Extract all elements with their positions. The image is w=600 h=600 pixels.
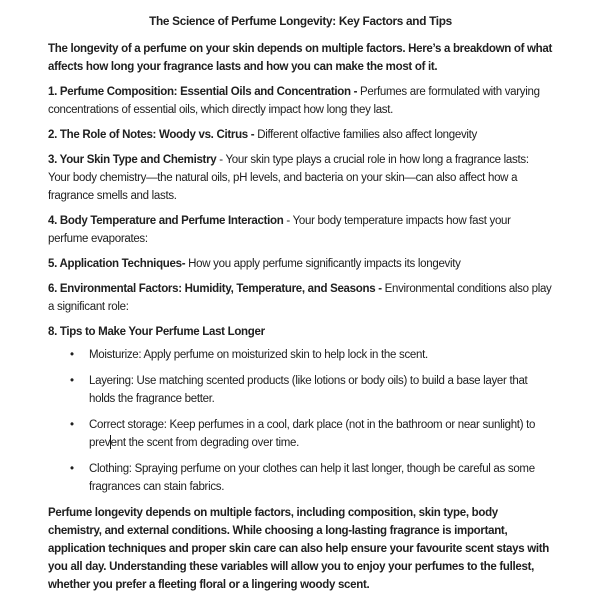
factor-paragraph-2[interactable] [48,126,553,144]
intro-paragraph[interactable]: The longevity of a perfume on your skin depends on multiple factors. Here’s a breakdown of what affects how long your fragrance lasts and how you can make the most of it. [48,43,552,73]
factor-heading[interactable]: 4. Body Temperature and Perfume Interaction [48,215,284,227]
factor-heading[interactable]: 6. Environmental Factors: Humidity, Temperature, and Seasons - [48,283,382,295]
list-item-layering[interactable] [48,372,553,408]
factor-heading[interactable]: 1. Perfume Composition: Essential Oils and Concentration - [48,86,358,98]
tip-text[interactable]: Moisturize: Apply perfume on moisturized skin to help lock in the scent. [89,349,428,361]
conclusion-paragraph[interactable]: Perfume longevity depends on multiple factors, including composition, skin type, body chemistry, and external conditions. While choosing a long-lasting fragrance is important, application techniques and proper skin care can also help ensure your favourite scent stays with you all day. Understanding these variables will allow you to enjoy your perfumes to the fullest, whether you prefer a fleeting floral or a lingering woody scent. [48,507,549,591]
tip-text[interactable]: Layering: Use matching scented products (like lotions or body oils) to build a base layer that holds the fragrance better. [89,375,528,405]
factor-paragraph-3[interactable] [48,151,553,205]
factor-heading[interactable]: 3. Your Skin Type and Chemistry [48,154,217,166]
document-title[interactable]: The Science of Perfume Longevity: Key Factors and Tips [149,14,452,28]
tip-text-after-cursor[interactable]: ent the scent from degrading over time. [110,437,300,449]
factor-paragraph-5[interactable] [48,255,553,273]
factor-heading[interactable]: 5. Application Techniques- [48,258,186,270]
tips-list [48,346,553,496]
tips-heading[interactable]: 8. Tips to Make Your Perfume Last Longer [48,326,265,338]
factor-text[interactable]: How you apply perfume significantly impacts its longevity [185,258,461,270]
factor-text[interactable]: Environmental conditions also play a significant role: [48,283,552,313]
factor-heading[interactable]: 2. The Role of Notes: Woody vs. Citrus - [48,129,255,141]
factor-text[interactable]: Different olfactive families also affect longevity [254,129,478,141]
factor-paragraph-6[interactable] [48,280,553,316]
list-item-moisturize[interactable] [48,346,553,364]
list-item-storage[interactable] [48,416,553,452]
factor-text[interactable]: - Your skin type plays a crucial role in how long a fragrance lasts: Your body chemistry—the natural oils, pH levels, and bacteria on your skin—can also affect how a fragrance smells and lasts. [48,154,529,202]
factor-text[interactable]: Perfumes are formulated with varying concentrations of essential oils, which directly impact how long they last. [48,86,540,116]
factor-paragraph-1[interactable] [48,83,553,119]
factor-paragraph-4[interactable] [48,212,553,248]
list-item-clothing[interactable] [48,460,553,496]
tip-text-before-cursor[interactable]: Correct storage: Keep perfumes in a cool, dark place (not in the bathroom or near sunlight) to prev [89,419,536,449]
factor-text[interactable]: - Your body temperature impacts how fast your perfume evaporates: [48,215,511,245]
tip-text[interactable]: Clothing: Spraying perfume on your clothes can help it last longer, though be careful as some fragrances can stain fabrics. [89,463,535,493]
